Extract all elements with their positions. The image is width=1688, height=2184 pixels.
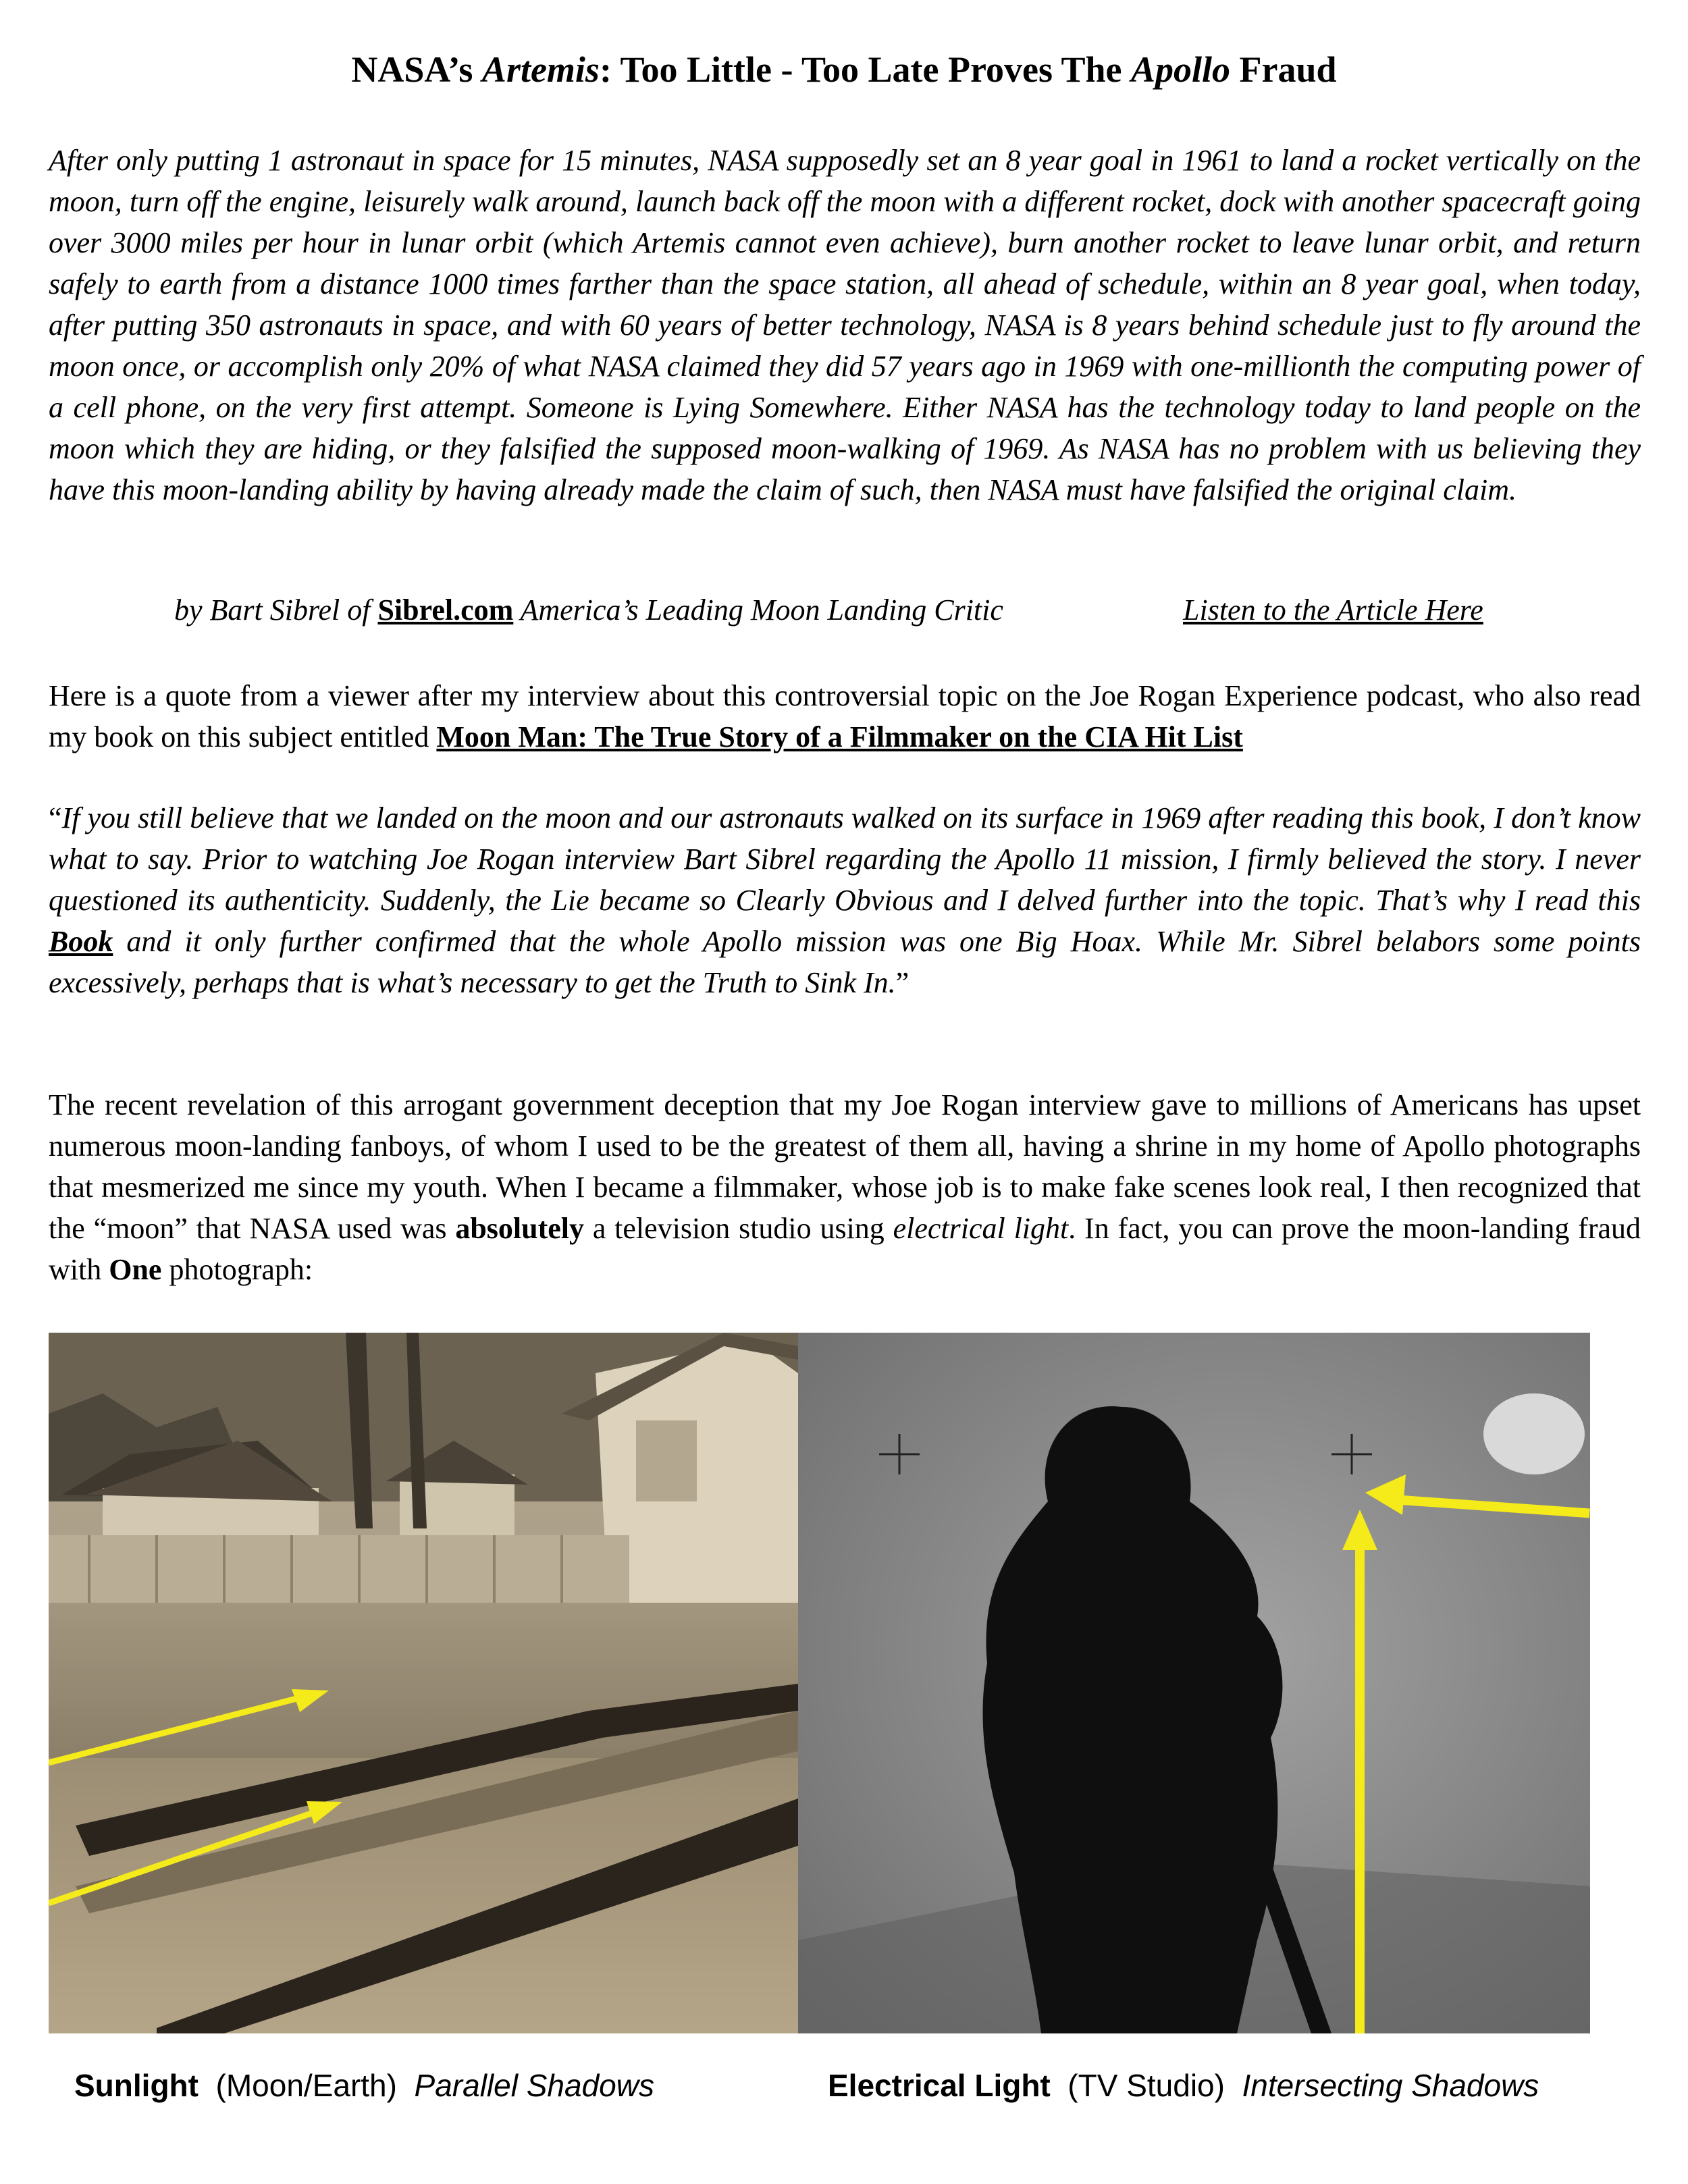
intro-paragraph: After only putting 1 astronaut in space for 15 minutes, NASA supposedly set an 8 year goal in 1961 to land a rocket vertically on the moon, turn off the engine, leisurely walk around, launch back off the moon with a different rocket, dock with another spacecraft going over 3000 miles per hour in lunar orbit (which Artemis cannot even achieve), burn another rocket to leave lunar orbit, and return safely to earth from a distance 1000 times farther than the space station, all ahead of schedule, within an 8 year goal, when today, after putting 350 astronauts in space, and with 60 years of better technology, NASA is 8 years behind schedule just to fly around the moon once, or accomplish only 20% of what NASA claimed they did 57 years ago in 1969 with one-millionth the computing power of a cell phone, on the very first attempt. Someone is Lying Somewhere. Either NASA has the technology today to land people on the moon which they are hiding, or they falsified the supposed moon-walking of 1969. As NASA has no problem with us believing they have this moon-landing ability by having already made the claim of such, then NASA must have falsified the original claim. — [49, 144, 1641, 506]
sunlight-photo — [49, 1333, 798, 2033]
listen-article-link[interactable]: Listen to the Article Here — [1183, 593, 1483, 627]
shadow-comparison-photo — [49, 1333, 1590, 2033]
caption-electrical-light: Electrical Light (TV Studio) Intersecting Shadows — [828, 2068, 1539, 2103]
byline-text: by Bart Sibrel of Sibrel.com America’s Leading Moon Landing Critic — [174, 593, 1003, 627]
electrical-light-photo — [798, 1333, 1590, 2033]
book-title-link[interactable]: Moon Man: The True Story of a Filmmaker on the CIA Hit List — [436, 720, 1243, 753]
quote-intro-paragraph: Here is a quote from a viewer after my interview about this controversial topic on the Joe Rogan Experience podcast, who also read my book on this subject entitled Moon Man: The True Story of a Filmmaker on the CIA Hit List — [49, 679, 1641, 753]
sibrel-link[interactable]: Sibrel.com — [377, 593, 514, 627]
book-link[interactable]: Book — [49, 925, 113, 958]
page-title: NASA’s Artemis: Too Little - Too Late Proves The Apollo Fraud — [351, 49, 1337, 90]
viewer-quote: “If you still believe that we landed on the moon and our astronauts walked on its surface in 1969 after reading this book, I don’t know what to say. Prior to watching Joe Rogan interview Bart Sibrel regarding the Apollo 11 mission, I firmly believed the story. I never questioned its authenticity. Suddenly, the Lie became so Clearly Obvious and I delved further into the topic. That’s why I read this Book and it only further confirmed that the whole Apollo mission was one Big Hoax. While Mr. Sibrel belabors some points excessively, perhaps that is what’s necessary to get the Truth to Sink In.” — [49, 801, 1641, 999]
body-paragraph: The recent revelation of this arrogant government deception that my Joe Rogan interview gave to millions of Americans has upset numerous moon-landing fanboys, of whom I used to be the greatest of them all, having a shrine in my home of Apollo photographs that mesmerized me since my youth. When I became a filmmaker, whose job is to make fake scenes look real, I then recognized that the “moon” that NASA used was absolutely a television studio using electrical light. In fact, you can prove the moon-landing fraud with One photograph: — [49, 1088, 1641, 1286]
caption-sunlight: Sunlight (Moon/Earth) Parallel Shadows — [74, 2068, 654, 2103]
